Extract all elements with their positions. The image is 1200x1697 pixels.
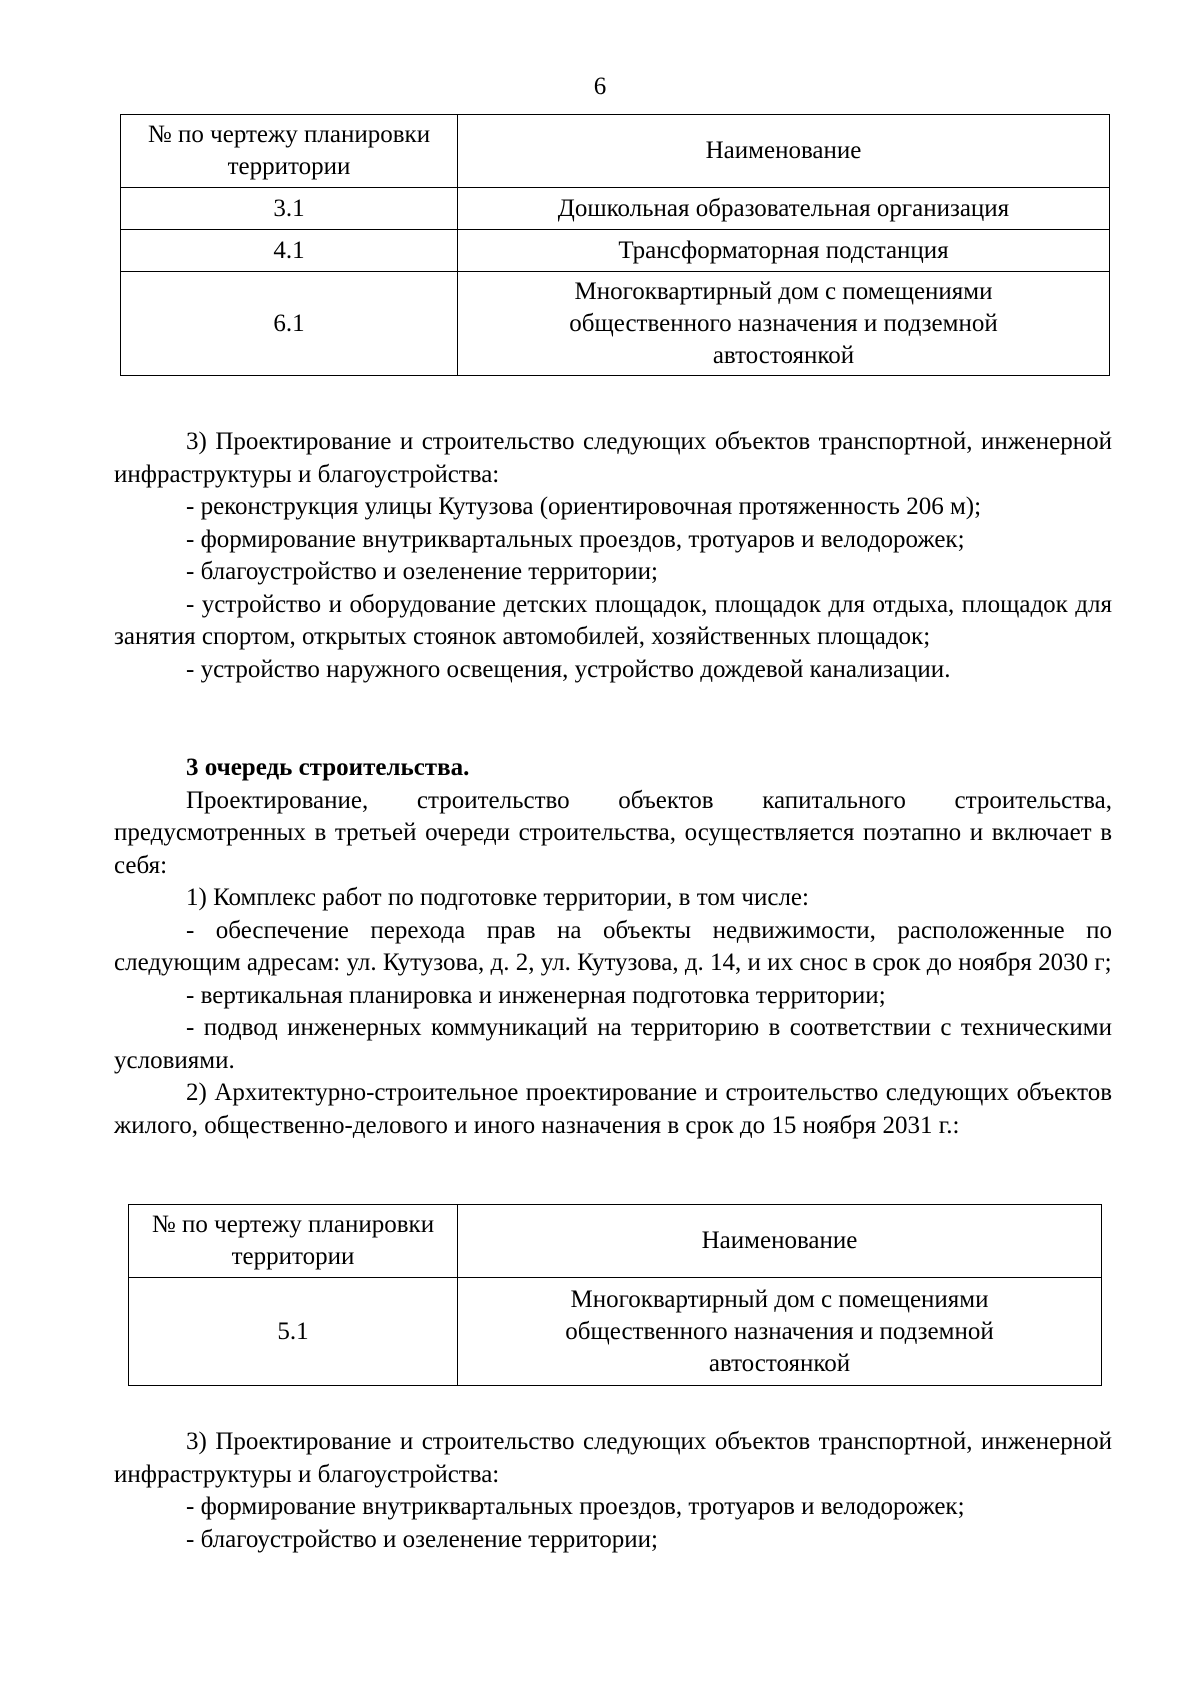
objects-table-stage2 bbox=[120, 114, 1110, 376]
col-header-drawing-number: № по чертежу планировки территории bbox=[129, 1205, 458, 1278]
cell-object-name: Дошкольная образовательная организация bbox=[458, 188, 1110, 230]
list-item: - устройство наружного освещения, устройство дождевой канализации. bbox=[186, 655, 951, 683]
list-item: - благоустройство и озеленение территории; bbox=[186, 558, 658, 585]
paragraph: Проектирование, строительство объектов капитального строительства, предусмотренных в третьей очереди строительства, осуществляется поэтапно и включает в себя: bbox=[114, 786, 1112, 879]
cell-object-name: Трансформаторная подстанция bbox=[458, 230, 1110, 272]
col-header-name: Наименование bbox=[458, 115, 1110, 188]
objects-table-stage3 bbox=[128, 1204, 1102, 1386]
list-item: - вертикальная планировка и инженерная подготовка территории; bbox=[186, 981, 886, 1009]
cell-drawing-number: 4.1 bbox=[121, 230, 458, 272]
list-item: - устройство и оборудование детских площадок, площадок для отдыха, площадок для занятия спортом, открытых стоянок автомобилей, хозяйственных площадок; bbox=[114, 590, 1112, 650]
stage2-infrastructure-list bbox=[114, 426, 1112, 686]
cell-drawing-number: 3.1 bbox=[121, 188, 458, 230]
section-heading: 3 очередь строительства. bbox=[186, 754, 470, 781]
paragraph: 2) Архитектурно-строительное проектирование и строительство следующих объектов жилого, общественно-делового и иного назначения в срок до 15 ноября 2031 г.: bbox=[114, 1079, 1112, 1139]
table-row bbox=[121, 272, 1110, 376]
paragraph: 1) Комплекс работ по подготовке территории, в том числе: bbox=[186, 884, 809, 911]
col-header-drawing-number: № по чертежу планировки территории bbox=[121, 115, 458, 188]
paragraph: 3) Проектирование и строительство следующих объектов транспортной, инженерной инфраструктуры и благоустройства: bbox=[114, 428, 1112, 488]
cell-drawing-number: 6.1 bbox=[121, 272, 458, 376]
table-row bbox=[129, 1278, 1102, 1386]
cell-object-name: Многоквартирный дом с помещениями общественного назначения и подземной автостоянкой bbox=[458, 1278, 1102, 1386]
list-item: - подвод инженерных коммуникаций на территорию в соответствии с техническими условиями. bbox=[114, 1014, 1112, 1074]
cell-object-name: Многоквартирный дом с помещениями общественного назначения и подземной автостоянкой bbox=[458, 272, 1110, 376]
stage3-infrastructure-list bbox=[114, 1426, 1112, 1556]
table-header-row bbox=[129, 1205, 1102, 1278]
col-header-name: Наименование bbox=[458, 1205, 1102, 1278]
table-row bbox=[121, 188, 1110, 230]
table-header-row bbox=[121, 115, 1110, 188]
list-item: - формирование внутриквартальных проездов, тротуаров и велодорожек; bbox=[186, 525, 965, 553]
list-item: - формирование внутриквартальных проездов, тротуаров и велодорожек; bbox=[186, 1493, 965, 1520]
paragraph: 3) Проектирование и строительство следующих объектов транспортной, инженерной инфраструктуры и благоустройства: bbox=[114, 1428, 1112, 1488]
cell-drawing-number: 5.1 bbox=[129, 1278, 458, 1386]
list-item: - реконструкция улицы Кутузова (ориентировочная протяженность 206 м); bbox=[186, 493, 982, 520]
list-item: - благоустройство и озеленение территории; bbox=[186, 1525, 658, 1553]
page-number: 6 bbox=[593, 73, 607, 100]
list-item: - обеспечение перехода прав на объекты недвижимости, расположенные по следующим адресам: ул. Кутузова, д. 2, ул. Кутузова, д. 14, и их снос в срок до ноября 2030 г; bbox=[114, 916, 1112, 976]
table-row bbox=[121, 230, 1110, 272]
stage3-section bbox=[114, 752, 1112, 1142]
